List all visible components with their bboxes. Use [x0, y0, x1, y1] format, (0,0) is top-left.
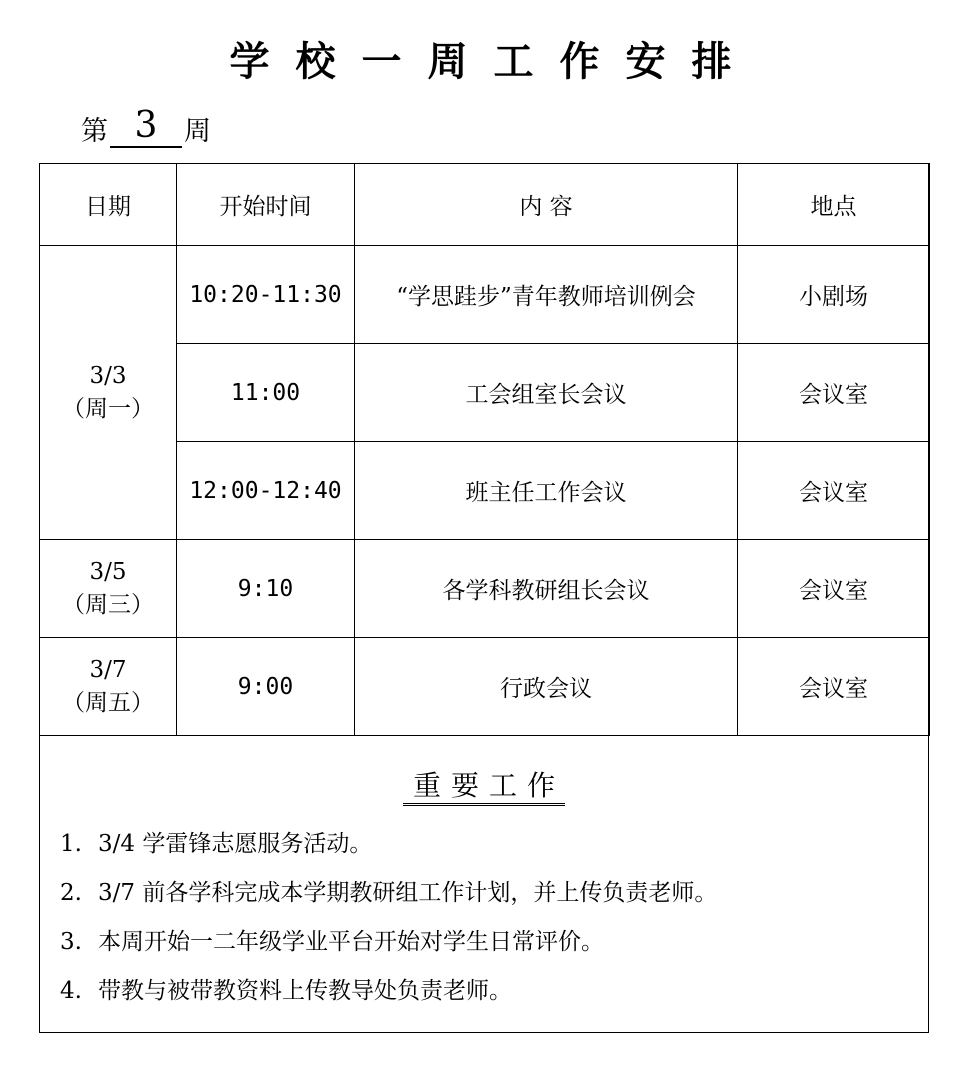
important-section-title	[39, 764, 929, 804]
header-content: 内 容	[355, 164, 738, 246]
list-item	[60, 924, 920, 973]
list-item	[60, 826, 920, 875]
location-cell: 会议室	[738, 638, 930, 736]
time-cell: 9:10	[177, 540, 355, 638]
weekday-value: （周一）	[62, 395, 154, 422]
item-text: 3/4 学雷锋志愿服务活动。	[98, 831, 373, 857]
date-cell	[40, 638, 177, 736]
important-title-text: 重要工作	[403, 769, 565, 806]
content-cell: “学思跬步”青年教师培训例会	[355, 246, 738, 344]
item-number: 1.	[60, 831, 82, 857]
content-cell: 班主任工作会议	[355, 442, 738, 540]
weekday-value: （周五）	[62, 689, 154, 716]
time-cell: 10:20-11:30	[177, 246, 355, 344]
list-item	[60, 973, 920, 1022]
content-cell: 各学科教研组长会议	[355, 540, 738, 638]
date-value: 3/7	[89, 656, 127, 683]
date-cell	[40, 246, 177, 540]
item-text: 带教与被带教资料上传教导处负责老师。	[98, 978, 512, 1004]
important-list	[60, 826, 920, 1022]
week-suffix: 周	[184, 116, 211, 147]
weekday-value: （周三）	[62, 591, 154, 618]
content-cell: 行政会议	[355, 638, 738, 736]
list-item	[60, 875, 920, 924]
table-header-row	[40, 164, 930, 246]
header-location: 地点	[738, 164, 930, 246]
date-value: 3/3	[89, 362, 127, 389]
time-cell: 12:00-12:40	[177, 442, 355, 540]
date-cell	[40, 540, 177, 638]
schedule-table	[39, 163, 930, 736]
week-number: 3	[110, 108, 182, 148]
location-cell: 会议室	[738, 540, 930, 638]
item-number: 2.	[60, 880, 82, 906]
table-row	[40, 638, 930, 736]
location-cell: 会议室	[738, 442, 930, 540]
table-row	[40, 540, 930, 638]
page-title: 学校一周工作安排	[229, 38, 758, 85]
week-prefix: 第	[81, 116, 108, 147]
location-cell: 会议室	[738, 344, 930, 442]
item-number: 4.	[60, 978, 82, 1004]
week-label	[81, 105, 211, 148]
location-cell: 小剧场	[738, 246, 930, 344]
time-cell: 11:00	[177, 344, 355, 442]
content-cell: 工会组室长会议	[355, 344, 738, 442]
time-cell: 9:00	[177, 638, 355, 736]
item-number: 3.	[60, 929, 82, 955]
item-text: 3/7 前各学科完成本学期教研组工作计划，并上传负责老师。	[98, 880, 718, 906]
table-row	[40, 246, 930, 344]
header-time: 开始时间	[177, 164, 355, 246]
date-value: 3/5	[89, 558, 127, 585]
header-date: 日期	[40, 164, 177, 246]
item-text: 本周开始一二年级学业平台开始对学生日常评价。	[98, 929, 604, 955]
